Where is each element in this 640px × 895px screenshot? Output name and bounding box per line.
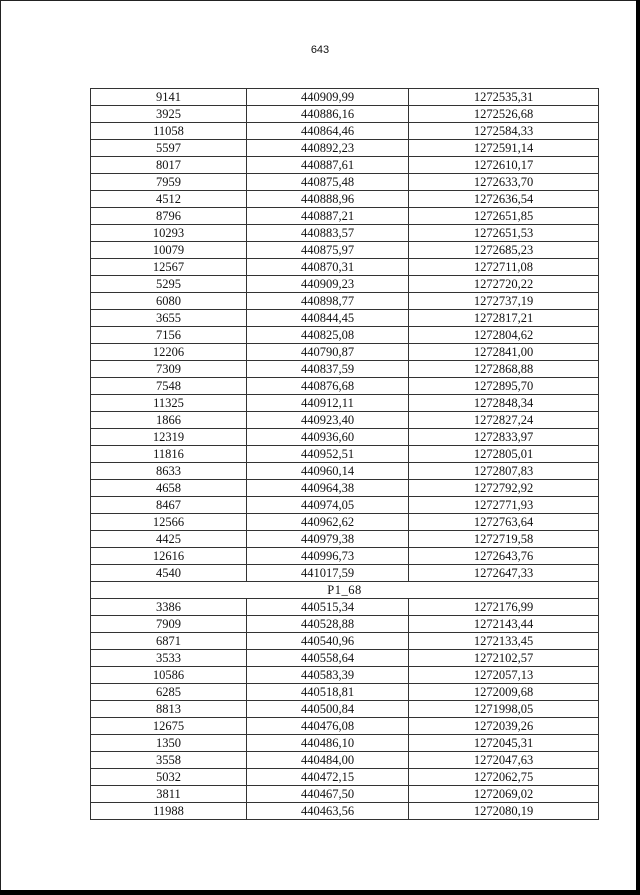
x-coordinate-cell: 440960,14 — [247, 463, 409, 480]
y-coordinate-cell: 1272176,99 — [409, 599, 599, 616]
x-coordinate-cell: 440883,57 — [247, 225, 409, 242]
x-coordinate-cell: 440837,59 — [247, 361, 409, 378]
table-row — [91, 599, 599, 616]
table-row — [91, 208, 599, 225]
x-coordinate-cell: 440964,38 — [247, 480, 409, 497]
table-row — [91, 514, 599, 531]
table-row — [91, 667, 599, 684]
point-id-cell: 7309 — [91, 361, 247, 378]
y-coordinate-cell: 1272651,53 — [409, 225, 599, 242]
point-id-cell: 3811 — [91, 786, 247, 803]
table-row — [91, 412, 599, 429]
table-row — [91, 344, 599, 361]
scan-edge-right — [636, 0, 640, 895]
point-id-cell: 6080 — [91, 293, 247, 310]
point-id-cell: 1866 — [91, 412, 247, 429]
table-row — [91, 310, 599, 327]
y-coordinate-cell: 1272805,01 — [409, 446, 599, 463]
y-coordinate-cell: 1272833,97 — [409, 429, 599, 446]
table-row — [91, 497, 599, 514]
x-coordinate-cell: 441017,59 — [247, 565, 409, 582]
point-id-cell: 4540 — [91, 565, 247, 582]
point-id-cell: 11988 — [91, 803, 247, 820]
y-coordinate-cell: 1272009,68 — [409, 684, 599, 701]
table-row — [91, 361, 599, 378]
point-id-cell: 8467 — [91, 497, 247, 514]
y-coordinate-cell: 1272133,45 — [409, 633, 599, 650]
section-title: P1_68 — [91, 582, 599, 599]
x-coordinate-cell: 440528,88 — [247, 616, 409, 633]
table-row — [91, 735, 599, 752]
table-row — [91, 378, 599, 395]
x-coordinate-cell: 440540,96 — [247, 633, 409, 650]
point-id-cell: 3533 — [91, 650, 247, 667]
y-coordinate-cell: 1272526,68 — [409, 106, 599, 123]
point-id-cell: 5032 — [91, 769, 247, 786]
coordinates-table — [90, 88, 599, 820]
table-row — [91, 395, 599, 412]
y-coordinate-cell: 1272045,31 — [409, 735, 599, 752]
x-coordinate-cell: 440912,11 — [247, 395, 409, 412]
table-row — [91, 701, 599, 718]
point-id-cell: 5597 — [91, 140, 247, 157]
y-coordinate-cell: 1272763,64 — [409, 514, 599, 531]
y-coordinate-cell: 1272535,31 — [409, 89, 599, 106]
point-id-cell: 8017 — [91, 157, 247, 174]
y-coordinate-cell: 1272584,33 — [409, 123, 599, 140]
table-row — [91, 293, 599, 310]
point-id-cell: 12319 — [91, 429, 247, 446]
x-coordinate-cell: 440875,97 — [247, 242, 409, 259]
y-coordinate-cell: 1272069,02 — [409, 786, 599, 803]
x-coordinate-cell: 440500,84 — [247, 701, 409, 718]
table-row — [91, 752, 599, 769]
y-coordinate-cell: 1272636,54 — [409, 191, 599, 208]
point-id-cell: 5295 — [91, 276, 247, 293]
point-id-cell: 6871 — [91, 633, 247, 650]
point-id-cell: 12616 — [91, 548, 247, 565]
y-coordinate-cell: 1272080,19 — [409, 803, 599, 820]
point-id-cell: 7959 — [91, 174, 247, 191]
point-id-cell: 12567 — [91, 259, 247, 276]
table-row — [91, 803, 599, 820]
table-row — [91, 531, 599, 548]
point-id-cell: 12206 — [91, 344, 247, 361]
table-row — [91, 769, 599, 786]
y-coordinate-cell: 1272804,62 — [409, 327, 599, 344]
x-coordinate-cell: 440898,77 — [247, 293, 409, 310]
point-id-cell: 3386 — [91, 599, 247, 616]
y-coordinate-cell: 1272643,76 — [409, 548, 599, 565]
x-coordinate-cell: 440484,00 — [247, 752, 409, 769]
y-coordinate-cell: 1272711,08 — [409, 259, 599, 276]
table-row — [91, 157, 599, 174]
x-coordinate-cell: 440476,08 — [247, 718, 409, 735]
y-coordinate-cell: 1272610,17 — [409, 157, 599, 174]
table-row — [91, 327, 599, 344]
y-coordinate-cell: 1272143,44 — [409, 616, 599, 633]
x-coordinate-cell: 440864,46 — [247, 123, 409, 140]
table-row — [91, 633, 599, 650]
x-coordinate-cell: 440887,21 — [247, 208, 409, 225]
table-row — [91, 548, 599, 565]
x-coordinate-cell: 440909,23 — [247, 276, 409, 293]
point-id-cell: 9141 — [91, 89, 247, 106]
table-row — [91, 225, 599, 242]
x-coordinate-cell: 440887,61 — [247, 157, 409, 174]
y-coordinate-cell: 1272651,85 — [409, 208, 599, 225]
table-row — [91, 565, 599, 582]
scan-edge-bottom — [0, 890, 640, 895]
y-coordinate-cell: 1272771,93 — [409, 497, 599, 514]
x-coordinate-cell: 440463,56 — [247, 803, 409, 820]
y-coordinate-cell: 1271998,05 — [409, 701, 599, 718]
x-coordinate-cell: 440825,08 — [247, 327, 409, 344]
x-coordinate-cell: 440870,31 — [247, 259, 409, 276]
y-coordinate-cell: 1272591,14 — [409, 140, 599, 157]
x-coordinate-cell: 440558,64 — [247, 650, 409, 667]
x-coordinate-cell: 440515,34 — [247, 599, 409, 616]
y-coordinate-cell: 1272039,26 — [409, 718, 599, 735]
point-id-cell: 11058 — [91, 123, 247, 140]
y-coordinate-cell: 1272062,75 — [409, 769, 599, 786]
table-row — [91, 650, 599, 667]
y-coordinate-cell: 1272633,70 — [409, 174, 599, 191]
table-row — [91, 106, 599, 123]
point-id-cell: 8796 — [91, 208, 247, 225]
point-id-cell: 1350 — [91, 735, 247, 752]
point-id-cell: 6285 — [91, 684, 247, 701]
y-coordinate-cell: 1272895,70 — [409, 378, 599, 395]
x-coordinate-cell: 440979,38 — [247, 531, 409, 548]
point-id-cell: 7156 — [91, 327, 247, 344]
x-coordinate-cell: 440583,39 — [247, 667, 409, 684]
x-coordinate-cell: 440952,51 — [247, 446, 409, 463]
table-row — [91, 191, 599, 208]
y-coordinate-cell: 1272685,23 — [409, 242, 599, 259]
x-coordinate-cell: 440875,48 — [247, 174, 409, 191]
y-coordinate-cell: 1272057,13 — [409, 667, 599, 684]
point-id-cell: 7548 — [91, 378, 247, 395]
y-coordinate-cell: 1272807,83 — [409, 463, 599, 480]
point-id-cell: 7909 — [91, 616, 247, 633]
table-row — [91, 616, 599, 633]
y-coordinate-cell: 1272647,33 — [409, 565, 599, 582]
table-row — [91, 786, 599, 803]
table-row — [91, 123, 599, 140]
table-row — [91, 259, 599, 276]
x-coordinate-cell: 440876,68 — [247, 378, 409, 395]
point-id-cell: 3925 — [91, 106, 247, 123]
table-row — [91, 174, 599, 191]
coordinates-table-body — [91, 89, 599, 820]
table-row — [91, 480, 599, 497]
x-coordinate-cell: 440974,05 — [247, 497, 409, 514]
point-id-cell: 3558 — [91, 752, 247, 769]
x-coordinate-cell: 440936,60 — [247, 429, 409, 446]
point-id-cell: 4512 — [91, 191, 247, 208]
x-coordinate-cell: 440923,40 — [247, 412, 409, 429]
x-coordinate-cell: 440518,81 — [247, 684, 409, 701]
table-row — [91, 429, 599, 446]
x-coordinate-cell: 440486,10 — [247, 735, 409, 752]
table-row — [91, 89, 599, 106]
table-row — [91, 684, 599, 701]
y-coordinate-cell: 1272047,63 — [409, 752, 599, 769]
y-coordinate-cell: 1272848,34 — [409, 395, 599, 412]
x-coordinate-cell: 440909,99 — [247, 89, 409, 106]
point-id-cell: 11325 — [91, 395, 247, 412]
point-id-cell: 8633 — [91, 463, 247, 480]
y-coordinate-cell: 1272841,00 — [409, 344, 599, 361]
x-coordinate-cell: 440888,96 — [247, 191, 409, 208]
point-id-cell: 8813 — [91, 701, 247, 718]
point-id-cell: 10079 — [91, 242, 247, 259]
table-row — [91, 718, 599, 735]
x-coordinate-cell: 440844,45 — [247, 310, 409, 327]
table-row — [91, 140, 599, 157]
table-row — [91, 242, 599, 259]
x-coordinate-cell: 440790,87 — [247, 344, 409, 361]
point-id-cell: 11816 — [91, 446, 247, 463]
y-coordinate-cell: 1272817,21 — [409, 310, 599, 327]
table-row — [91, 446, 599, 463]
point-id-cell: 10293 — [91, 225, 247, 242]
x-coordinate-cell: 440886,16 — [247, 106, 409, 123]
table-row — [91, 276, 599, 293]
x-coordinate-cell: 440962,62 — [247, 514, 409, 531]
y-coordinate-cell: 1272719,58 — [409, 531, 599, 548]
point-id-cell: 4425 — [91, 531, 247, 548]
x-coordinate-cell: 440996,73 — [247, 548, 409, 565]
point-id-cell: 3655 — [91, 310, 247, 327]
y-coordinate-cell: 1272737,19 — [409, 293, 599, 310]
point-id-cell: 12675 — [91, 718, 247, 735]
y-coordinate-cell: 1272868,88 — [409, 361, 599, 378]
table-row — [91, 463, 599, 480]
section-header-row — [91, 582, 599, 599]
y-coordinate-cell: 1272827,24 — [409, 412, 599, 429]
point-id-cell: 12566 — [91, 514, 247, 531]
point-id-cell: 4658 — [91, 480, 247, 497]
x-coordinate-cell: 440472,15 — [247, 769, 409, 786]
y-coordinate-cell: 1272720,22 — [409, 276, 599, 293]
page-number: 643 — [310, 44, 330, 56]
y-coordinate-cell: 1272102,57 — [409, 650, 599, 667]
point-id-cell: 10586 — [91, 667, 247, 684]
x-coordinate-cell: 440467,50 — [247, 786, 409, 803]
y-coordinate-cell: 1272792,92 — [409, 480, 599, 497]
x-coordinate-cell: 440892,23 — [247, 140, 409, 157]
